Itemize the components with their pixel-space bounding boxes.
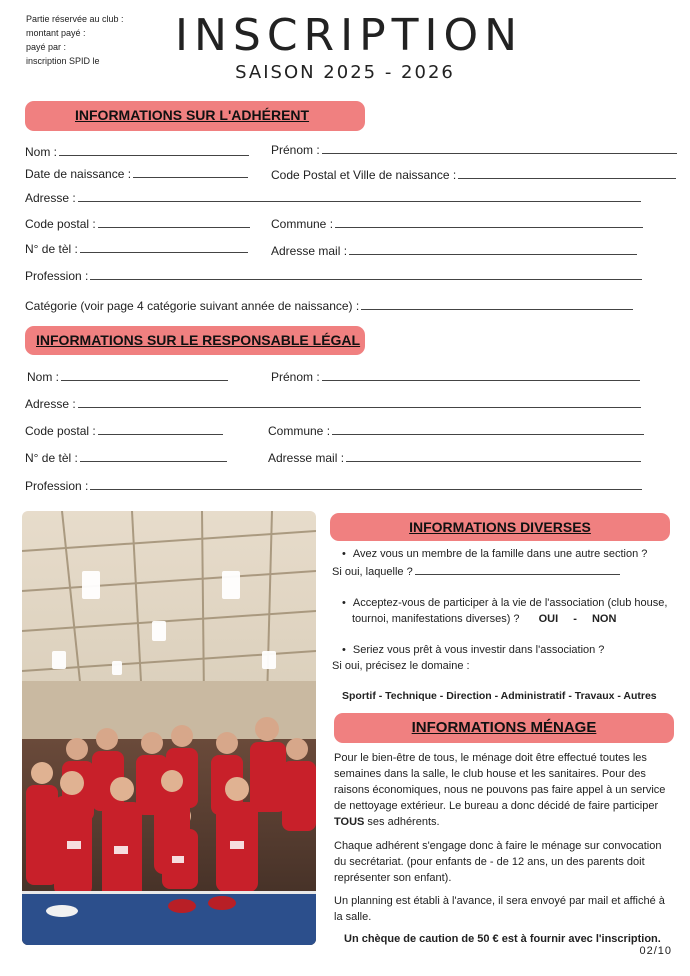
responsable-mail-field[interactable]	[268, 451, 641, 465]
question-famille: • Avez vous un membre de la famille dans une autre section ?	[342, 546, 647, 562]
adherent-adresse-field[interactable]	[25, 191, 641, 205]
adherent-tel-label: N° de tèl :	[25, 242, 78, 256]
adherent-categorie-label: Catégorie (voir page 4 catégorie suivant année de naissance) :	[25, 299, 360, 313]
responsable-mail-label: Adresse mail :	[268, 451, 345, 465]
question-famille-detail[interactable]	[332, 563, 620, 580]
season-subtitle: SAISON 2025 - 2026	[235, 62, 455, 83]
menage-heading: INFORMATIONS MÉNAGE	[411, 719, 597, 736]
adherent-tel-field[interactable]	[25, 242, 248, 256]
menage-p1-line: Pour le bien-être de tous, le ménage doit être effectué toutes les	[334, 752, 647, 764]
oui-non-separator: -	[573, 613, 577, 625]
club-reserved-box	[26, 12, 124, 68]
menage-paragraph-3	[334, 893, 665, 925]
oui-option[interactable]: OUI	[538, 613, 559, 625]
responsable-heading: INFORMATIONS SUR LE RESPONSABLE LÉGAL	[36, 332, 361, 348]
adherent-commune-label: Commune :	[271, 217, 334, 231]
responsable-prenom-field[interactable]	[271, 370, 640, 384]
menage-paragraph-2	[334, 838, 661, 886]
domaines-options[interactable]: Sportif - Technique - Direction - Administratif - Travaux - Autres	[342, 690, 657, 702]
responsable-nom-label: Nom :	[27, 370, 60, 384]
adherent-profession-field[interactable]	[25, 269, 642, 283]
responsable-profession-label: Profession :	[25, 479, 89, 493]
adherent-code-postal-label: Code postal :	[25, 217, 96, 231]
responsable-section-header	[25, 326, 365, 355]
responsable-nom-field[interactable]	[27, 370, 228, 384]
adherent-lieu-naissance-label: Code Postal et Ville de naissance :	[271, 168, 457, 182]
question-famille-detail-label: Si oui, laquelle ?	[332, 566, 413, 578]
responsable-commune-field[interactable]	[268, 424, 644, 438]
responsable-prenom-label: Prénom :	[271, 370, 320, 384]
menage-section-header	[334, 713, 674, 743]
amount-paid-label: montant payé :	[26, 28, 86, 38]
menage-p2-line: du secrétariat. (pour enfants de - de 12 ans, un des parents doit	[334, 856, 645, 868]
menage-p1-line	[334, 814, 665, 830]
adherent-mail-label: Adresse mail :	[271, 244, 348, 258]
adherent-mail-field[interactable]	[271, 244, 637, 258]
question-participation: • Acceptez-vous de participer à la vie de l'association (club house,	[342, 595, 667, 611]
responsable-tel-field[interactable]	[25, 451, 227, 465]
responsable-adresse-field[interactable]	[25, 397, 641, 411]
adherent-prenom-field[interactable]	[271, 143, 677, 157]
question-investissement: • Seriez vous prêt à vous investir dans l'association ?	[342, 642, 604, 658]
responsable-commune-label: Commune :	[268, 424, 331, 438]
question-domaine: Si oui, précisez le domaine :	[332, 660, 470, 672]
tous-emphasis: TOUS	[334, 816, 365, 828]
menage-p2-line: représenter son enfant).	[334, 872, 452, 884]
club-reserved-label: Partie réservée au club :	[26, 14, 124, 24]
responsable-code-postal-field[interactable]	[25, 424, 223, 438]
menage-paragraph-1	[334, 750, 665, 830]
menage-p2-line: Chaque adhérent s'engage donc à faire le ménage sur convocation	[334, 840, 662, 852]
adherent-commune-field[interactable]	[271, 217, 643, 231]
team-photo	[22, 511, 316, 945]
page-number: 02/10	[639, 945, 672, 957]
cheque-caution-note: Un chèque de caution de 50 € est à fournir avec l'inscription.	[344, 933, 661, 945]
adherent-code-postal-field[interactable]	[25, 217, 250, 231]
adherent-prenom-label: Prénom :	[271, 143, 320, 157]
page-title: INSCRIPTION	[175, 10, 524, 61]
adherent-date-naissance-field[interactable]	[25, 167, 248, 181]
adherent-heading: INFORMATIONS SUR L'ADHÉRENT	[75, 107, 310, 123]
adherent-date-naissance-label: Date de naissance :	[25, 167, 132, 181]
adherent-profession-label: Profession :	[25, 269, 89, 283]
question-participation-cont	[352, 611, 616, 627]
adherent-lieu-naissance-field[interactable]	[271, 168, 676, 182]
paid-by-label: payé par :	[26, 42, 67, 52]
diverses-heading: INFORMATIONS DIVERSES	[409, 519, 591, 535]
menage-p1-line: raisons économiques, nous ne pouvons pas faire appel à un service	[334, 784, 666, 796]
adherent-adresse-label: Adresse :	[25, 191, 76, 205]
menage-p3-line: Un planning est établi à l'avance, il sera envoyé par mail et affiché à	[334, 895, 665, 907]
menage-p1-end: ses adhérents.	[364, 816, 440, 828]
menage-p1-line: semaines dans la salle, le club house et les sanitaires. Pour des	[334, 768, 646, 780]
question-participation-label: tournoi, manifestations diverses) ?	[352, 613, 520, 625]
non-option[interactable]: NON	[591, 613, 617, 625]
adherent-section-header	[25, 101, 365, 131]
menage-p3-line: la salle.	[334, 911, 372, 923]
adherent-nom-field[interactable]	[25, 145, 249, 159]
menage-p1-line: de nettoyage extérieur. Le bureau a donc décidé de faire participer	[334, 800, 659, 812]
adherent-nom-label: Nom :	[25, 145, 58, 159]
responsable-code-postal-label: Code postal :	[25, 424, 96, 438]
responsable-tel-label: N° de tèl :	[25, 451, 78, 465]
diverses-section-header	[330, 513, 670, 541]
responsable-adresse-label: Adresse :	[25, 397, 76, 411]
responsable-profession-field[interactable]	[25, 479, 642, 493]
spid-registration-label: inscription SPID le	[26, 56, 100, 66]
adherent-categorie-field[interactable]	[25, 299, 633, 313]
